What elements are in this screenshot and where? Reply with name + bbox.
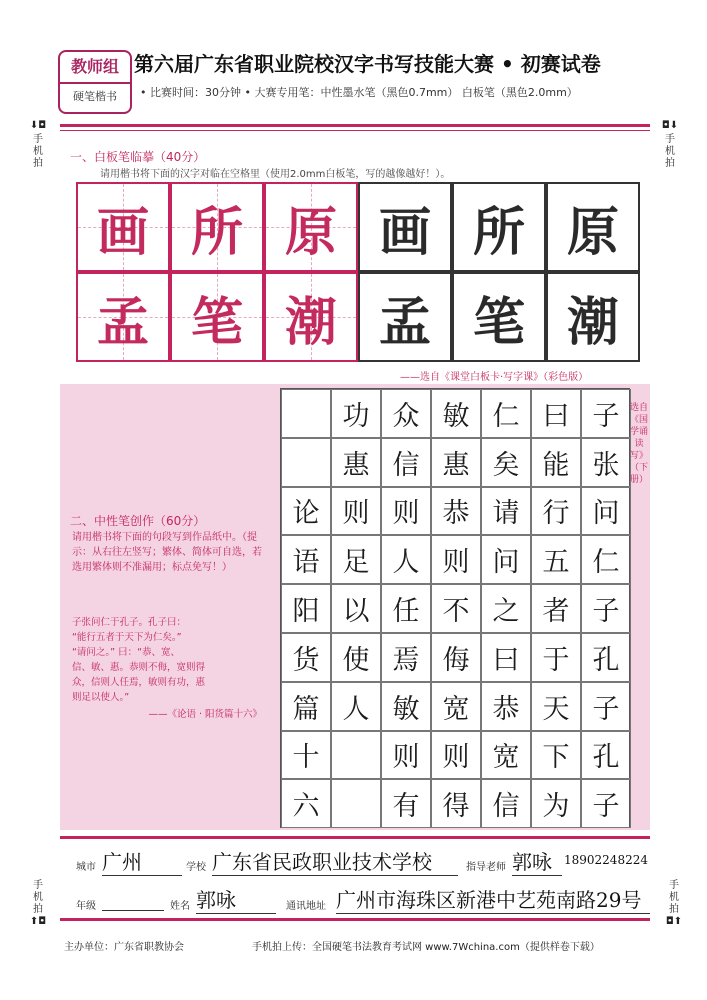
section2-title: 二、中性笔创作（60分） [70,514,206,528]
grid-cell[interactable]: 仁 [581,535,631,584]
grid-cell[interactable]: 张 [581,438,631,487]
grid-cell[interactable]: 不 [431,584,481,633]
upload-text: 手机拍上传：全国硬笔书法教育考试网 www.7Wchina.com（提供样卷下载） [252,942,600,953]
grid-cell[interactable]: 任 [381,584,431,633]
badge-top: 教师组 [60,52,130,84]
grid-cell[interactable]: 问 [581,487,631,536]
grid-cell[interactable]: 行 [531,487,581,536]
grid-cell[interactable]: 侮 [431,633,481,682]
grid-cell[interactable]: 宽 [431,682,481,731]
side-text: 手机拍 [33,880,43,915]
grid-cell[interactable]: 以 [331,584,381,633]
section1-title: 一、白板笔临摹（40分） [70,150,206,164]
side-text: 手机拍 [669,880,679,915]
section2-instruction: 请用楷书将下面的句段写到作品纸中。（提示：从右往左竖写；繁体、简体可自选，若选用繁体则不准漏用；标点免写！） [72,532,262,573]
grid-cell[interactable]: 人 [331,682,381,731]
grid-cell[interactable]: 则 [331,487,381,536]
grid-cell[interactable]: 天 [531,682,581,731]
section1-source: ——选自《课堂白板卡·写字课》（彩色版） [400,372,589,383]
grid-cell[interactable]: 六 [281,779,331,828]
camera-icon: ⬆◘ [29,916,47,927]
grid-cell[interactable]: 五 [531,535,581,584]
model-char-cell: 孟 [76,272,170,362]
grid-cell[interactable]: 十 [281,731,331,780]
model-char-cell: 所 [170,182,264,272]
grid-cell[interactable]: 者 [531,584,581,633]
grid-cell[interactable]: 曰 [481,633,531,682]
grid-cell[interactable]: 子 [581,584,631,633]
model-char-cell: 原 [264,182,358,272]
side-label-left-bottom [28,880,48,928]
grid-cell[interactable]: 恭 [481,682,531,731]
address-field[interactable]: 广州市海珠区新港中艺苑南路29号 [336,884,650,914]
model-char-cell: 画 [76,182,170,272]
grid-cell[interactable]: 则 [381,487,431,536]
grid-cell[interactable]: 恭 [431,487,481,536]
footer-divider [60,918,650,921]
grid-cell[interactable]: 下 [531,731,581,780]
header-divider-thin [60,130,650,131]
grid-cell[interactable]: 敏 [381,682,431,731]
handwriting-grid [280,388,630,828]
side-label-right-bottom [664,880,684,928]
model-char-cell: 潮 [264,272,358,362]
quote-text [72,615,262,722]
written-char-cell[interactable]: 画 [358,182,452,272]
grid-cell[interactable]: 焉 [381,633,431,682]
name-label: 姓名 [170,901,190,912]
teacher-label: 指导老师 [466,862,506,873]
grid-cell[interactable]: 则 [381,731,431,780]
group-badge [58,50,132,114]
quote-line: 众，信则人任焉，敏则有功，惠 [72,677,206,688]
grid-cell[interactable]: 得 [431,779,481,828]
model-char-cell: 笔 [170,272,264,362]
grid-cell[interactable]: 子 [581,779,631,828]
grid-cell[interactable]: 则 [431,535,481,584]
grid-cell[interactable]: 惠 [331,438,381,487]
city-label: 城市 [76,862,96,873]
school-label: 学校 [186,862,206,873]
name-field[interactable]: 郭咏 [196,884,276,914]
grid-cell[interactable]: 论 [281,487,331,536]
grid-cell[interactable]: 孔 [581,633,631,682]
grid-cell[interactable]: 敏 [431,389,481,438]
written-char-cell[interactable]: 笔 [452,272,546,362]
side-label-left-top [28,120,48,170]
side-text: 手机拍 [665,134,675,169]
camera-icon: ◘⬆ [665,916,683,927]
badge-bottom: 硬笔楷书 [73,90,117,103]
quote-line: 信、敏、惠。恭则不侮，宽则得 [72,662,206,673]
grid-cell[interactable]: 请 [481,487,531,536]
teacher-field[interactable]: 郭咏 [512,846,562,876]
quote-source: ——《论语 · 阳货篇十六》 [148,709,262,720]
grid-cell[interactable]: 子 [581,682,631,731]
grid-cell[interactable] [281,389,331,438]
city-field[interactable]: 广州 [102,846,182,876]
grid-cell[interactable]: 能 [531,438,581,487]
grid-cell[interactable]: 众 [381,389,431,438]
grid-cell[interactable]: 宽 [481,731,531,780]
grid-cell[interactable]: 矣 [481,438,531,487]
header-divider [60,124,650,127]
grid-cell[interactable]: 语 [281,535,331,584]
grid-cell[interactable]: 子 [581,389,631,438]
organizer-text: 主办单位：广东省职教协会 [64,942,184,953]
form-divider-top [60,836,650,839]
grid-cell[interactable]: 问 [481,535,531,584]
section1-instruction: 请用楷书将下面的汉字对临在空格里（使用2.0mm白板笔，写的越像越好！）。 [100,169,451,180]
grid-cell[interactable]: 货 [281,633,331,682]
grid-cell[interactable]: 阳 [281,584,331,633]
grid-cell[interactable]: 有 [381,779,431,828]
grade-field[interactable] [102,886,164,911]
grid-cell[interactable]: 足 [331,535,381,584]
written-char-cell[interactable]: 原 [546,182,640,272]
address-label: 通讯地址 [286,901,326,912]
camera-icon: ⬇◘ [29,120,47,131]
grid-cell[interactable] [331,731,381,780]
side-label-right-top [660,120,680,170]
quote-line: 子张问仁于孔子。孔子曰： [72,617,187,628]
grid-cell[interactable]: 曰 [531,389,581,438]
side-source: 选自《国学诵读写》（下册） [630,403,649,485]
grid-cell[interactable]: 之 [481,584,531,633]
grid-cell[interactable]: 功 [331,389,381,438]
school-field[interactable]: 广东省民政职业技术学校 [212,846,458,876]
grid-cell[interactable]: 孔 [581,731,631,780]
quote-line: “请问之。” 曰：“恭、宽、 [72,647,181,658]
grid-cell[interactable]: 于 [531,633,581,682]
grid-cell[interactable]: 信 [481,779,531,828]
grade-label: 年级 [76,901,96,912]
whiteboard-grid [76,182,640,362]
grid-cell[interactable]: 则 [431,731,481,780]
grid-cell[interactable]: 使 [331,633,381,682]
page-title: 第六届广东省职业院校汉字书写技能大赛 • 初赛试卷 [134,52,601,76]
grid-cell[interactable]: 篇 [281,682,331,731]
grid-cell[interactable]: 人 [381,535,431,584]
quote-line: “能行五者于天下为仁矣。” [72,632,182,643]
written-char-cell[interactable]: 所 [452,182,546,272]
written-char-cell[interactable]: 孟 [358,272,452,362]
grid-cell[interactable]: 为 [531,779,581,828]
camera-icon: ◘⬇ [661,120,679,131]
grid-cell[interactable] [281,438,331,487]
page-subtitle: • 比赛时间：30分钟 • 大赛专用笔：中性墨水笔（黑色0.7mm） 白板笔（黑色2.0mm） [140,86,578,99]
quote-line: 则足以使人。” [72,692,130,703]
side-text: 手机拍 [33,134,43,169]
phone-field[interactable]: 18902248224 [564,853,648,867]
grid-cell[interactable]: 惠 [431,438,481,487]
grid-cell[interactable] [331,779,381,828]
grid-cell[interactable]: 仁 [481,389,531,438]
written-char-cell[interactable]: 潮 [546,272,640,362]
grid-cell[interactable]: 信 [381,438,431,487]
